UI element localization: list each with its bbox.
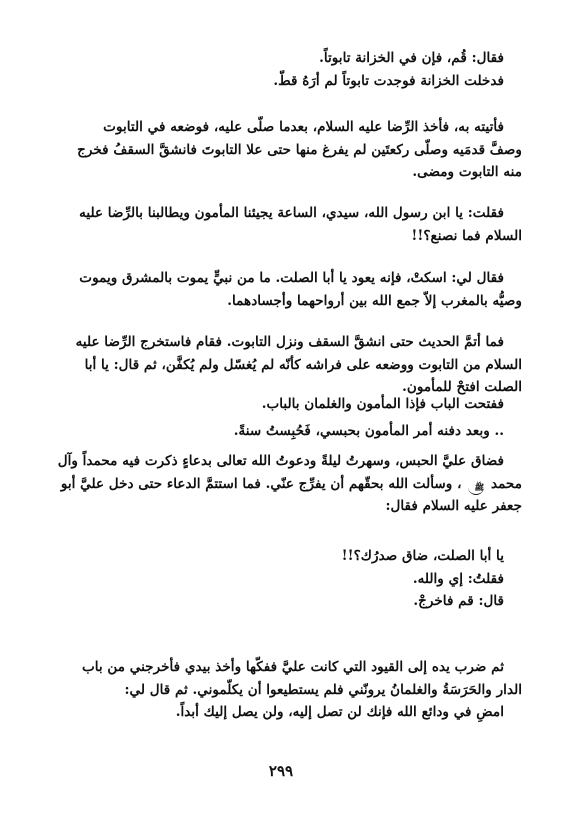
text-line: قال: قم فاخرجْ. — [413, 593, 504, 609]
text-fragment: ، وسألت الله بحقّهم أن يفرِّج عنّي. فما استتمَّ الدعاء حتى دخل عليَّ أبو — [60, 475, 462, 492]
text-line: فما أتمَّ الحديث حتى انشقَّ السقف ونزل التابوت. فقام فاستخرج الرِّضا عليه — [75, 334, 504, 350]
text-line: السلام من التابوت ووضعه على فراشه كأنّه لم يُغسّل ولم يُكفَّن، ثم قال: يا أبا — [84, 356, 522, 373]
paragraph-8 — [40, 450, 522, 518]
paragraph-9 — [40, 545, 522, 613]
text-line: منه التابوت ومضى. — [412, 164, 522, 180]
paragraph-7 — [40, 420, 522, 443]
text-line: يا أبا الصلت، ضاق صدرُك؟!! — [341, 548, 504, 564]
text-line: فقال: قُم، فإن في الخزانة تابوتاً. — [319, 50, 504, 66]
text-line: .. وبعد دفنه أمر المأمون بحبسي، فَحُبِستُ سنةً. — [233, 423, 504, 439]
text-line: الدار والحَرَسَةُ والغلمانُ يرونّني فلم يستطيعوا أن يكلّموني. ثم قال لي: — [124, 681, 522, 698]
text-line: فضاق عليَّ الحبس، وسهرتُ ليلةً ودعوتُ الله تعالى بدعاءٍ ذكرت فيه محمداً وآل — [57, 453, 504, 469]
paragraph-2 — [40, 116, 522, 184]
text-line: جعفر عليه السلام فقال: — [385, 498, 522, 514]
text-fragment: محمد — [490, 475, 522, 492]
text-line: السلام فما نصنع؟!! — [411, 227, 522, 244]
text-line: فقلتُ: إي والله. — [412, 570, 504, 587]
honorific-glyph: ﷺ — [468, 481, 484, 495]
text-line: فأتيته به، فأخذ الرِّضا عليه السلام، بعدما صلّى عليه، فوضعه في التابوت — [103, 119, 504, 135]
text-line: فقلت: يا ابن رسول الله، سيدي، الساعة يجيئنا المأمون ويطالبنا بالرِّضا عليه — [79, 205, 504, 221]
paragraph-4 — [40, 267, 522, 312]
text-line: الصلت افتحْ للمأمون. — [402, 379, 522, 395]
paragraph-6 — [40, 393, 522, 416]
page-number: ٢٩٩ — [268, 762, 294, 780]
text-line: ففتحت الباب فإذا المأمون والغلمان بالباب. — [261, 396, 504, 412]
text-line: وصيُّه بالمغرب إلاّ جمع الله بين أرواحهما وأجسادهما. — [227, 292, 522, 309]
text-line: فدخلت الخزانة فوجدت تابوتاً لم أرَهُ قطّ. — [273, 72, 504, 89]
text-line: ثم ضرب يده إلى القيود التي كانت عليَّ ففكّها وأخذ بيدي فأخرجني من باب — [81, 659, 504, 675]
text-line: فقال لي: اسكتْ، فإنه يعود يا أبا الصلت. ما من نبيٍّ يموت بالمشرق ويموت — [79, 270, 504, 286]
text-line: وصفَّ قدمَيه وصلّى ركعتَين لم يفرغ منها حتى علا التابوتَ فانشقَّ السقفُ فخرج — [77, 141, 522, 158]
paragraph-5 — [40, 331, 522, 399]
paragraph-10 — [40, 656, 522, 724]
text-line — [40, 473, 522, 496]
paragraph-1 — [40, 47, 522, 92]
paragraph-3 — [40, 202, 522, 247]
text-line: امضِ في ودائع الله فإنك لن تصل إليه، ولن يصل إليك أبداً. — [175, 704, 504, 720]
